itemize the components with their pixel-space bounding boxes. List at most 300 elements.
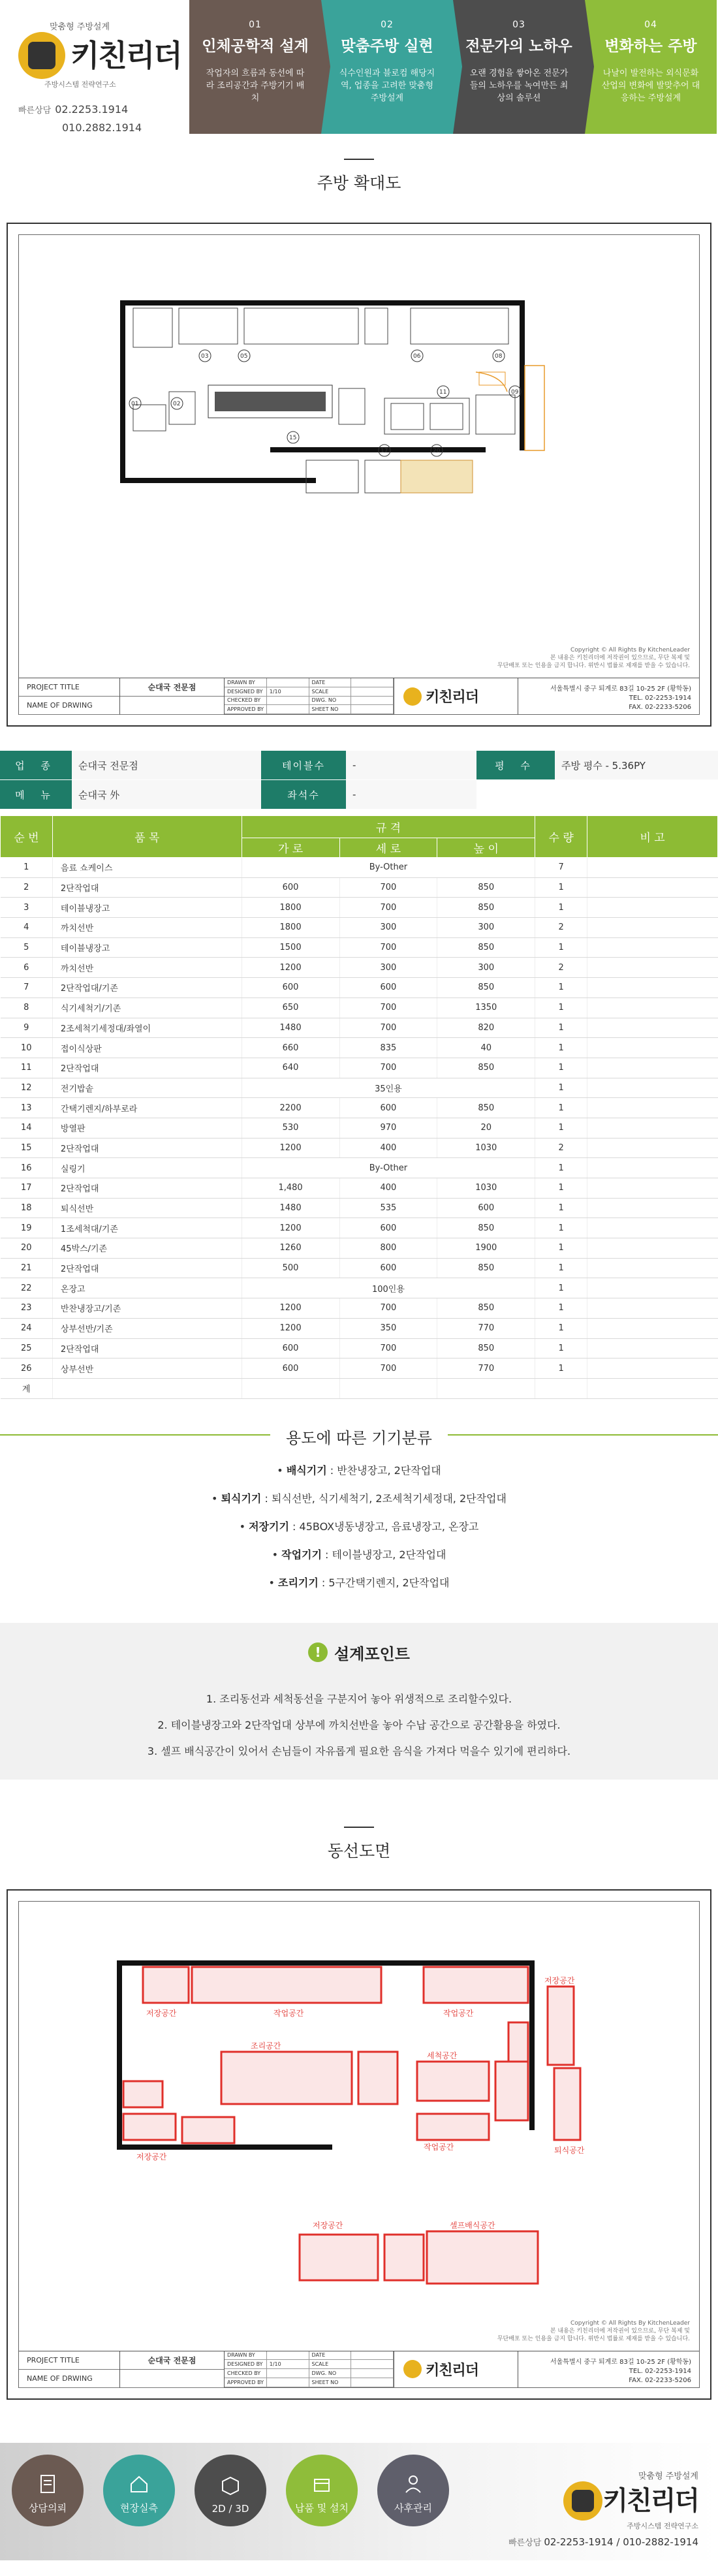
install-button[interactable] <box>286 2455 358 2526</box>
table-row <box>1 1158 718 1178</box>
fax: FAX. 02-2233-5206 <box>629 704 691 711</box>
cell-qty: 1 <box>535 1118 587 1138</box>
category-item: • 퇴식기기 : 퇴식선반, 식기세척기, 2조세척기세정대, 2단작업대 <box>211 1492 507 1505</box>
wall-inner <box>270 447 486 452</box>
category-item: • 저장기기 : 45BOX냉동냉장고, 음료냉장고, 온장고 <box>239 1520 479 1533</box>
house-icon <box>127 2472 151 2496</box>
logo-icon <box>563 2481 602 2521</box>
table-row <box>1 1258 718 1278</box>
cell-qty: 7 <box>535 858 587 878</box>
table-row <box>1 1018 718 1038</box>
cell-qty: 1 <box>535 1178 587 1199</box>
cell-no: 18 <box>1 1198 53 1218</box>
flow-label-work: 작업공간 <box>273 2008 304 2018</box>
cell-depth: 700 <box>339 1338 437 1359</box>
cell-item: 식기세척기/기존 <box>52 997 242 1018</box>
category-item: • 작업기기 : 테이블냉장고, 2단작업대 <box>272 1548 446 1561</box>
cell-depth: 700 <box>339 997 437 1018</box>
business-value: 순대국 전문점 <box>72 751 261 779</box>
flow-section-title <box>0 1780 718 1862</box>
address: 서울특별시 중구 퇴계로 83길 10-25 2F (황학동) <box>550 2358 691 2366</box>
drawing-name-label: NAME OF DRWING <box>19 697 119 715</box>
cell-item: 까치선반 <box>52 918 242 938</box>
cell-depth: 800 <box>339 1238 437 1259</box>
col-qty: 수 량 <box>535 816 587 858</box>
svg-text:20: 20 <box>433 448 441 454</box>
cell-depth: 700 <box>339 1058 437 1078</box>
cell-width: 650 <box>242 997 339 1018</box>
col-height: 높 이 <box>437 838 535 858</box>
cell-no: 10 <box>1 1038 53 1058</box>
copyright-line: Copyright © All Rights By KitchenLeader <box>570 2319 690 2327</box>
equipment-block <box>411 308 508 344</box>
contact-phones[interactable]: 02-2253-1914 / 010-2882-1914 <box>544 2536 698 2548</box>
feature-title: 인체공학적 설계 <box>202 38 309 55</box>
feature-ergonomic <box>189 0 321 134</box>
fax: FAX. 02-2233-5206 <box>629 2376 691 2384</box>
table-row <box>1 1098 718 1118</box>
cell-width: 600 <box>242 978 339 998</box>
cell-spec-merged: 100인용 <box>242 1278 535 1298</box>
button-label: 현장실측 <box>120 2502 158 2514</box>
cell-item: 간택기렌지/하부로라 <box>52 1098 242 1118</box>
cell-item: 상부선반/기존 <box>52 1318 242 1338</box>
cell-qty: 1 <box>535 997 587 1018</box>
flow-label-storage: 저장공간 <box>146 2008 177 2018</box>
equipment-table <box>0 815 718 1399</box>
cell-depth: 970 <box>339 1118 437 1138</box>
feature-num: 04 <box>644 20 657 30</box>
cell-note <box>587 1058 718 1078</box>
cell-height: 770 <box>437 1359 535 1379</box>
cell-height: 850 <box>437 978 535 998</box>
cell-height: 850 <box>437 1058 535 1078</box>
logo-icon <box>403 687 422 706</box>
contact-label: 빠른상담 <box>18 106 52 116</box>
cell-depth: 535 <box>339 1198 437 1218</box>
cell-height: 850 <box>437 1338 535 1359</box>
cell-width: 1200 <box>242 958 339 978</box>
button-label: 납품 및 설치 <box>295 2502 349 2514</box>
table-row <box>1 1338 718 1359</box>
cell-width <box>242 1378 339 1398</box>
table-row <box>1 1278 718 1298</box>
feature-desc: 나날이 발전하는 외식문화 산업의 변화에 발맞추어 대응하는 주방설계 <box>601 69 700 103</box>
equipment-table-body <box>1 858 718 1399</box>
title-block <box>19 2351 699 2387</box>
col-note: 비 고 <box>587 816 718 858</box>
table-row <box>1 1178 718 1199</box>
cell-no: 25 <box>1 1338 53 1359</box>
cell-qty: 1 <box>535 898 587 918</box>
cell-note <box>587 1338 718 1359</box>
cell-height: 600 <box>437 1198 535 1218</box>
equipment-block <box>179 308 238 344</box>
button-label: 사후관리 <box>394 2502 432 2514</box>
feature-custom <box>321 0 453 134</box>
cell-width: 1480 <box>242 1018 339 1038</box>
table-row <box>1 937 718 958</box>
cell-width: 1200 <box>242 1298 339 1319</box>
logo-text: 키친리더 <box>426 689 479 706</box>
footer-brand[interactable] <box>563 2469 698 2531</box>
cell-no: 6 <box>1 958 53 978</box>
floor-plan-svg <box>19 235 700 717</box>
cell-item <box>52 1378 242 1398</box>
svg-text:02: 02 <box>173 401 181 407</box>
cell-height: 850 <box>437 1298 535 1319</box>
serving-block <box>401 460 473 493</box>
project-title-label: PROJECT TITLE <box>19 678 119 697</box>
table-row <box>1 1298 718 1319</box>
cell-item: 상부선반 <box>52 1359 242 1379</box>
cell-no: 12 <box>1 1078 53 1098</box>
address: 서울특별시 중구 퇴계로 83길 10-25 2F (황학동) <box>550 685 691 693</box>
cell-qty: 1 <box>535 1218 587 1238</box>
cell-item: 2단작업대 <box>52 1338 242 1359</box>
table-row <box>1 1078 718 1098</box>
cell-width: 1800 <box>242 898 339 918</box>
cell-no: 8 <box>1 997 53 1018</box>
design-button[interactable] <box>195 2455 266 2526</box>
flow-title: 동선도면 <box>327 1841 391 1861</box>
design-point: 1. 조리동선과 세척동선을 구분지어 놓아 위생적으로 조리할수있다. <box>206 1692 512 1705</box>
header <box>0 0 718 134</box>
box-icon <box>310 2472 334 2496</box>
cell-qty: 1 <box>535 1038 587 1058</box>
cell-width: 500 <box>242 1258 339 1278</box>
cell-spec-merged: By-Other <box>242 858 535 878</box>
measure-button[interactable] <box>103 2455 175 2526</box>
cell-depth: 700 <box>339 937 437 958</box>
cell-width: 1800 <box>242 918 339 938</box>
svg-text:05: 05 <box>240 353 248 360</box>
flow-label-dispose: 퇴식공간 <box>554 2145 585 2155</box>
cell-note <box>587 937 718 958</box>
cell-note <box>587 877 718 898</box>
range-burners <box>215 392 326 411</box>
feature-desc: 오랜 경험을 쌓아온 전문가들의 노하우를 녹여만든 최상의 솔루션 <box>469 69 569 103</box>
copyright-line: 본 내용은 키친리더에 저작권이 있으므로, 무단 복제 및 <box>550 655 690 661</box>
cell-item: 실링기 <box>52 1158 242 1178</box>
logo-icon <box>18 32 65 79</box>
cell-width: 600 <box>242 1359 339 1379</box>
cell-width: 1200 <box>242 1138 339 1158</box>
cell-width: 530 <box>242 1118 339 1138</box>
cell-note <box>587 997 718 1018</box>
cell-height: 300 <box>437 918 535 938</box>
cell-item: 1조세척대/기존 <box>52 1218 242 1238</box>
cell-depth: 600 <box>339 1218 437 1238</box>
table-row <box>1 1198 718 1218</box>
project-name: 순대국 전문점 <box>120 2351 224 2370</box>
col-width: 가 로 <box>242 838 339 858</box>
copyright <box>497 646 690 670</box>
cell-width: 1260 <box>242 1238 339 1259</box>
sink-bowl <box>430 403 463 430</box>
cell-no: 3 <box>1 898 53 918</box>
cell-no: 계 <box>1 1378 53 1398</box>
area-value: 주방 평수 - 5.36PY <box>555 751 718 779</box>
cell-note <box>587 1138 718 1158</box>
footer <box>0 2443 718 2560</box>
clipboard-icon <box>36 2472 59 2496</box>
equipment-block <box>306 460 358 493</box>
cell-note <box>587 1298 718 1319</box>
cell-no: 23 <box>1 1298 53 1319</box>
cell-height: 850 <box>437 1098 535 1118</box>
cell-qty: 1 <box>535 877 587 898</box>
cell-height: 1350 <box>437 997 535 1018</box>
brand-name: 키친리더 <box>70 38 181 73</box>
design-points-title: ! 설계포인트 <box>308 1641 410 1664</box>
cell-no: 9 <box>1 1018 53 1038</box>
cell-note <box>587 978 718 998</box>
cell-qty: 1 <box>535 1258 587 1278</box>
cell-qty: 2 <box>535 958 587 978</box>
consult-button[interactable] <box>12 2455 84 2526</box>
cell-width: 1480 <box>242 1198 339 1218</box>
cell-width: 600 <box>242 1338 339 1359</box>
cell-spec-merged: 35인용 <box>242 1078 535 1098</box>
cell-item: 테이블냉장고 <box>52 898 242 918</box>
cell-qty: 1 <box>535 1198 587 1218</box>
flow-label-storage: 저장공간 <box>313 2220 343 2230</box>
menu-label: 메 뉴 <box>0 780 72 809</box>
feature-num: 01 <box>249 20 262 30</box>
cell-height: 770 <box>437 1318 535 1338</box>
cell-qty: 2 <box>535 918 587 938</box>
feature-desc: 작업자의 흐름과 동선에 따라 조리공간과 주방기기 배치 <box>206 69 305 103</box>
cell-no: 16 <box>1 1158 53 1178</box>
category-item: • 조리기기 : 5구간택기렌지, 2단작업대 <box>268 1576 450 1589</box>
title-bar <box>344 1827 374 1828</box>
cell-height: 1900 <box>437 1238 535 1259</box>
title-block-grid: DRAWN BY DATE DESIGNED BY 1/10 SCALE CHECKED BY DWG. NO APPROVED BY SHEET NO <box>225 678 394 714</box>
cell-item: 까치선반 <box>52 958 242 978</box>
table-row <box>1 858 718 878</box>
info-table <box>0 750 718 809</box>
cell-item: 온장고 <box>52 1278 242 1298</box>
cell-item: 2단작업대 <box>52 1178 242 1199</box>
cell-note <box>587 918 718 938</box>
design-points <box>0 1623 718 1780</box>
cell-depth: 835 <box>339 1038 437 1058</box>
cell-height: 850 <box>437 937 535 958</box>
cell-height: 850 <box>437 1258 535 1278</box>
stair-block <box>479 372 505 385</box>
drawing-name-label: NAME OF DRWING <box>19 2370 119 2388</box>
seats-label: 좌석수 <box>261 780 346 809</box>
cell-width: 600 <box>242 877 339 898</box>
cell-height: 1030 <box>437 1178 535 1199</box>
cell-qty: 1 <box>535 1238 587 1259</box>
tel: TEL. 02-2253-1914 <box>629 695 691 702</box>
category-item: • 배식기기 : 반찬냉장고, 2단작업대 <box>277 1464 441 1477</box>
cell-item: 방열판 <box>52 1118 242 1138</box>
cell-note <box>587 1178 718 1199</box>
business-label: 업 종 <box>0 751 72 779</box>
table-row <box>1 898 718 918</box>
cell-no: 21 <box>1 1258 53 1278</box>
cell-note <box>587 1118 718 1138</box>
table-row <box>1 997 718 1018</box>
cell-note <box>587 958 718 978</box>
project-title-label: PROJECT TITLE <box>19 2351 119 2370</box>
cell-item: 음료 쇼케이스 <box>52 858 242 878</box>
cell-no: 19 <box>1 1218 53 1238</box>
cell-note <box>587 1258 718 1278</box>
cell-item: 45박스/기존 <box>52 1238 242 1259</box>
cell-height: 40 <box>437 1038 535 1058</box>
cell-width: 660 <box>242 1038 339 1058</box>
table-row <box>1 1318 718 1338</box>
contact-block <box>18 101 189 136</box>
aftercare-button[interactable] <box>377 2455 449 2526</box>
cell-note <box>587 1238 718 1259</box>
feature-num: 02 <box>381 20 394 30</box>
kitchen-plan-drawing <box>7 223 711 727</box>
cell-qty: 1 <box>535 1338 587 1359</box>
feature-change <box>585 0 717 134</box>
logo[interactable] <box>18 32 189 79</box>
cell-no: 4 <box>1 918 53 938</box>
cell-no: 24 <box>1 1318 53 1338</box>
equipment-block <box>244 308 358 344</box>
cell-qty: 1 <box>535 1359 587 1379</box>
cell-qty: 1 <box>535 978 587 998</box>
wall-left <box>120 300 125 483</box>
cell-item: 2단작업대 <box>52 877 242 898</box>
feature-num: 03 <box>512 20 525 30</box>
cell-depth: 700 <box>339 1359 437 1379</box>
phone-2[interactable]: 010.2882.1914 <box>62 121 142 134</box>
cell-no: 26 <box>1 1359 53 1379</box>
svg-text:11: 11 <box>439 389 447 396</box>
svg-text:09: 09 <box>511 389 519 396</box>
svg-text:17: 17 <box>381 448 388 454</box>
copyright <box>497 2319 690 2343</box>
cell-depth: 700 <box>339 877 437 898</box>
copyright-line: Copyright © All Rights By KitchenLeader <box>570 647 690 653</box>
cube-icon <box>219 2474 242 2498</box>
cell-depth: 700 <box>339 898 437 918</box>
sink-bowl <box>391 403 424 430</box>
svg-text:15: 15 <box>289 435 297 441</box>
cell-qty <box>535 1378 587 1398</box>
col-no: 순 번 <box>1 816 53 858</box>
flow-label-storage: 저장공간 <box>136 2152 167 2161</box>
plan-section-title <box>0 134 718 194</box>
feature-title: 맞춤주방 실현 <box>341 38 433 55</box>
flow-label-work: 작업공간 <box>443 2008 474 2018</box>
flow-label-wash: 세척공간 <box>427 2050 458 2060</box>
cell-qty: 1 <box>535 1078 587 1098</box>
cell-qty: 1 <box>535 1098 587 1118</box>
cell-item: 반찬냉장고/기존 <box>52 1298 242 1319</box>
logo-icon <box>403 2360 422 2378</box>
cell-qty: 2 <box>535 1138 587 1158</box>
cell-no: 22 <box>1 1278 53 1298</box>
footer-contact <box>508 2536 698 2548</box>
table-row <box>1 1138 718 1158</box>
wall-bottom <box>120 478 316 483</box>
table-row <box>1 1058 718 1078</box>
wall-top <box>120 300 525 306</box>
cell-depth: 700 <box>339 1018 437 1038</box>
table-row <box>1 1238 718 1259</box>
cell-item: 2단작업대 <box>52 1138 242 1158</box>
cell-item: 2단작업대 <box>52 1258 242 1278</box>
feature-arrow <box>585 0 594 134</box>
cell-depth: 400 <box>339 1138 437 1158</box>
table-row <box>1 918 718 938</box>
cell-width: 1500 <box>242 937 339 958</box>
category-list <box>0 1456 718 1597</box>
cell-qty: 1 <box>535 1058 587 1078</box>
cell-item: 2단작업대/기존 <box>52 978 242 998</box>
copyright-line: 무단배포 또는 인용을 금지 합니다. 위반시 법률로 제재를 받을 수 있습니다. <box>497 2335 690 2342</box>
menu-value: 순대국 外 <box>72 780 261 809</box>
equipment-block <box>365 308 388 344</box>
cell-note <box>587 1278 718 1298</box>
cell-width: 1,480 <box>242 1178 339 1199</box>
cell-depth <box>339 1378 437 1398</box>
flow-label-storage: 저장공간 <box>544 1975 575 1985</box>
cell-width: 640 <box>242 1058 339 1078</box>
button-label: 2D / 3D <box>211 2502 249 2515</box>
cell-no: 11 <box>1 1058 53 1078</box>
title-bar <box>344 159 374 160</box>
cell-depth: 400 <box>339 1178 437 1199</box>
contact-label: 빠른상담 <box>508 2537 542 2548</box>
door-swing <box>476 372 507 392</box>
brand-subtitle: 주방시스템 전략연구소 <box>627 2521 698 2530</box>
design-point: 3. 셀프 배식공간이 있어서 손님들이 자유롭게 필요한 음식을 가져다 먹을수 있기에 편리하다. <box>147 1744 571 1757</box>
brand-tagline: 맞춤형 주방설계 <box>638 2471 698 2481</box>
cell-note <box>587 1098 718 1118</box>
phone-1[interactable]: 02.2253.1914 <box>55 103 129 116</box>
category-title: 용도에 따른 기기분류 <box>270 1429 448 1447</box>
copyright-line: 무단배포 또는 인용을 금지 합니다. 위반시 법률로 제재를 받을 수 있습니다. <box>497 663 690 669</box>
cell-height: 20 <box>437 1118 535 1138</box>
cell-no: 20 <box>1 1238 53 1259</box>
brand-block <box>0 0 189 134</box>
table-row <box>1 1218 718 1238</box>
cell-item: 전기밥솥 <box>52 1078 242 1098</box>
brand-tagline: 맞춤형 주방설계 <box>50 22 110 32</box>
equipment-block <box>133 308 172 347</box>
cell-qty: 1 <box>535 1318 587 1338</box>
cell-depth: 300 <box>339 958 437 978</box>
svg-text:08: 08 <box>495 353 503 360</box>
brand-name: 키친리더 <box>602 2485 698 2516</box>
button-label: 상담의뢰 <box>29 2502 67 2514</box>
cell-item: 2단작업대 <box>52 1058 242 1078</box>
equipment-block <box>476 395 515 434</box>
plan-title: 주방 확대도 <box>317 174 401 193</box>
feature-arrow <box>453 0 462 134</box>
cell-depth: 700 <box>339 1298 437 1319</box>
cell-item: 퇴식선반 <box>52 1198 242 1218</box>
category-header <box>0 1425 718 1445</box>
cell-item: 2조세척기세정대/좌열이 <box>52 1018 242 1038</box>
cell-note <box>587 1218 718 1238</box>
tables-label: 테이블수 <box>261 751 346 779</box>
col-item: 품 목 <box>52 816 242 858</box>
cell-no: 15 <box>1 1138 53 1158</box>
flow-label-cook: 조리공간 <box>251 2041 281 2050</box>
